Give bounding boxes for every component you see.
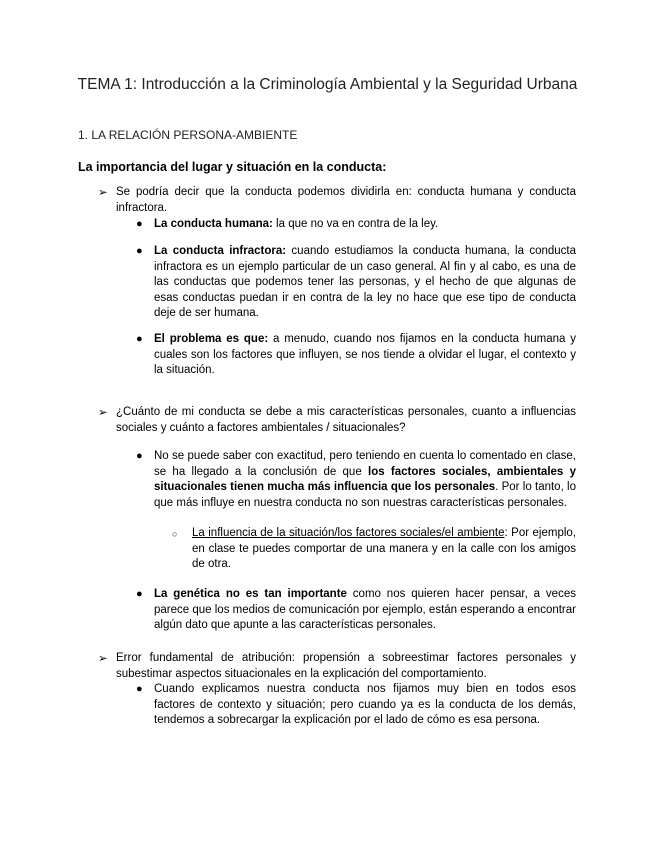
page-title: TEMA 1: Introducción a la Criminología Ambiental y la Seguridad Urbana bbox=[77, 76, 578, 93]
item-text: No se puede saber con exactitud, pero teniendo en cuenta lo comentado en clase, se ha llegado a la conclusión de que bbox=[154, 450, 576, 478]
bold-term: La conducta infractora: bbox=[154, 245, 287, 257]
section-heading: 1. LA RELACIÓN PERSONA-AMBIENTE bbox=[78, 128, 298, 142]
arrow-bullet-icon: ➢ bbox=[98, 187, 108, 199]
bullet-icon: ● bbox=[136, 245, 143, 257]
bold-term: El problema es que: bbox=[154, 333, 269, 345]
list-item-influencia bbox=[192, 526, 576, 573]
list-item-arrow-1: Se podría decir que la conducta podemos dividirla en: conducta humana y conducta infractora. bbox=[116, 186, 576, 214]
arrow-bullet-icon: ➢ bbox=[98, 407, 108, 419]
underlined-term: La influencia de la situación/los factores sociales/el ambiente bbox=[192, 527, 505, 539]
bullet-icon: ● bbox=[136, 588, 143, 600]
circle-bullet-icon: ○ bbox=[172, 529, 178, 539]
item-text: . Por lo tanto, lo que más influye en nuestra conducta no son nuestras características personales. bbox=[154, 481, 576, 509]
item-text: a menudo, cuando nos fijamos en la conducta humana y cuales son los factores que influyen, se nos tiende a olvidar el lugar, el contexto y la situación. bbox=[154, 333, 576, 377]
list-item-conducta-humana bbox=[154, 217, 576, 233]
list-item-factores bbox=[154, 449, 576, 511]
list-item-arrow-2: ¿Cuánto de mi conducta se debe a mis características personales, cuanto a influencias sociales y cuánto a factores ambientales / situacionales? bbox=[116, 406, 576, 434]
bullet-icon: ● bbox=[136, 333, 143, 345]
bold-term: los factores sociales, ambientales y situacionales tienen mucha más influencia que los personales bbox=[154, 465, 576, 494]
list-item-error-atribucion: Cuando explicamos nuestra conducta nos fijamos muy bien en todos esos factores de contexto y situación; pero cuando ya es la conducta de los demás, tendemos a sobrecargar la explicación por el lado de cómo es esa persona. bbox=[154, 683, 576, 727]
bullet-icon: ● bbox=[136, 683, 143, 695]
list-item-arrow-3: Error fundamental de atribución: propensión a sobreestimar factores personales y subestimar aspectos situacionales en la explicación del comportamiento. bbox=[116, 652, 576, 680]
item-text: como nos quieren hacer pensar, a veces parece que los medios de comunicación por ejemplo, están esperando a encontrar algún dato que apunte a las características personales. bbox=[154, 588, 576, 632]
list-item-problema bbox=[154, 332, 576, 379]
arrow-bullet-icon: ➢ bbox=[98, 653, 108, 665]
bullet-icon: ● bbox=[136, 450, 143, 462]
list-item-conducta-infractora bbox=[154, 244, 576, 322]
list-item-genetica bbox=[154, 587, 576, 634]
bold-term: La genética no es tan importante bbox=[154, 588, 347, 600]
bold-term: La conducta humana: bbox=[154, 218, 273, 230]
subheading: La importancia del lugar y situación en la conducta: bbox=[78, 160, 387, 174]
item-text: : Por ejemplo, en clase te puedes comportar de una manera y en la calle con los amigos de otra. bbox=[192, 527, 576, 571]
item-text: la que no va en contra de la ley. bbox=[272, 218, 439, 230]
bullet-icon: ● bbox=[136, 218, 143, 230]
item-text: cuando estudiamos la conducta humana, la conducta infractora es un ejemplo particular de un caso general. Al fin y al cabo, es una de las conductas que podemos tener las personas, y el hecho de que algunas de esas conductas puedan ir en contra de la ley no hace que ese tipo de conducta deje de ser humana. bbox=[154, 245, 576, 320]
